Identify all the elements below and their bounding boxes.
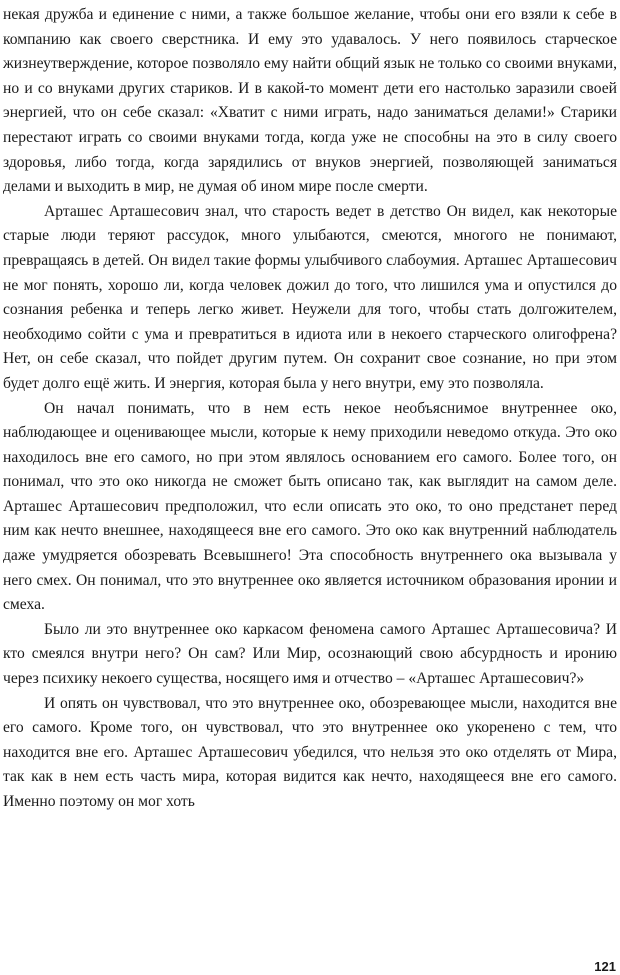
paragraph-4: Было ли это внутреннее око каркасом феномена самого Арташес Арташесовича? И кто смеялся внутри него? Он сам? Или Мир, осознающий свою абсурдность и иронию через психику некоего существа, носящего имя и отчество – «Арташес Арташесович?»	[3, 620, 617, 688]
paragraph-5: И опять он чувствовал, что это внутреннее око, обозревающее мысли, находится вне его самого. Кроме того, он чувствовал, что это внутреннее око укоренено с тем, что находится вне его. Арташес Арташесович убедился, что нельзя это око отделять от Мира, так как в нем есть часть мира, которая видится как нечто, находящееся вне его самого. Именно поэтому он мог хоть	[3, 694, 617, 810]
body-text	[3, 3, 617, 815]
paragraph-2: Арташес Арташесович знал, что старость ведет в детство Он видел, как некоторые старые люди теряют рассудок, много улыбаются, смеются, многого не понимают, превращаясь в детей. Он видел такие формы улыбчивого слабоумия. Арташес Арташесович не мог понять, хорошо ли, когда человек дожил до того, что лишился ума и опустился до сознания ребенка и теперь легко живет. Неужели для того, чтобы стать долгожителем, необходимо сойти с ума и превратиться в идиота или в некоего старческого олигофрена? Нет, он себе сказал, что пойдет другим путем. Он сохранит свое сознание, но при этом будет долго ещё жить. И энергия, которая была у него внутри, ему это позволяла.	[3, 202, 617, 392]
paragraph-3: Он начал понимать, что в нем есть некое необъяснимое внутреннее око, наблюдающее и оценивающее мысли, которые к нему приходили неведомо откуда. Это око находилось вне его самого, но при этом являлось основанием его самого. Более того, он понимал, что это око никогда не сможет быть описано так, как выглядит на самом деле. Арташес Арташесович предположил, что если описать это око, то оно предстанет перед ним как нечто внешнее, находящееся вне его самого. Это око как внутренний наблюдатель даже умудряется обозревать Всевышнего! Эта способность внутреннего ока вызывала у него смех. Он понимал, что это внутреннее око является источником образования иронии и смеха.	[3, 399, 617, 614]
page-number: 121	[594, 959, 616, 974]
paragraph-1: некая дружба и единение с ними, а также большое желание, чтобы они его взяли к себе в компанию как своего сверстника. И ему это удавалось. У него появилось старческое жизнеутверждение, которое позволяло ему найти общий язык не только со своими внуками, но и со внуками других стариков. И в какой-то момент дети его настолько заразили своей энергией, что он себе сказал: «Хватит с ними играть, надо заниматься делами!» Старики перестают играть со своими внуками тогда, когда уже не способны на это в силу своего здоровья, либо тогда, когда зарядились от внуков энергией, позволяющей заниматься делами и выходить в мир, не думая об ином мире после смерти.	[3, 6, 617, 196]
